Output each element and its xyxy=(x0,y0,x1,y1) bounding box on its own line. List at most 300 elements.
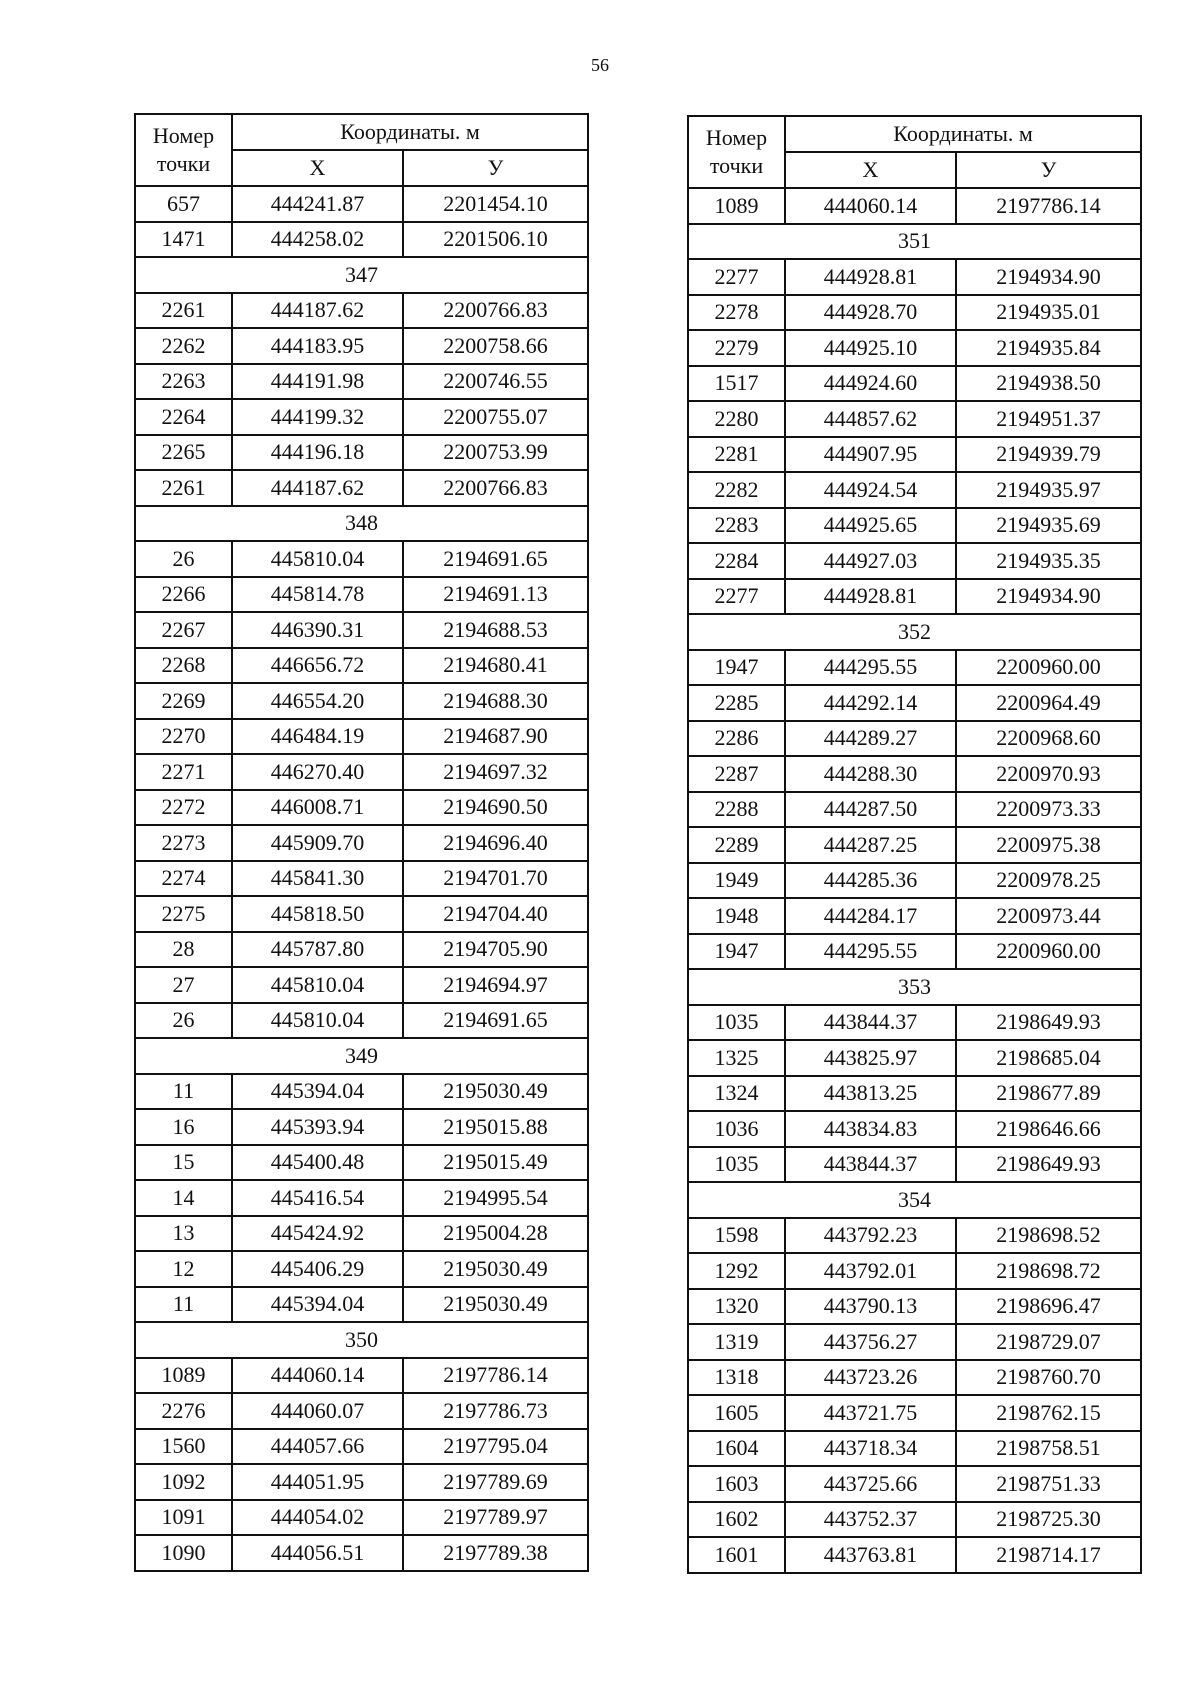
table-row xyxy=(688,1289,1141,1325)
y-coordinate-cell: 2200964.49 xyxy=(956,685,1141,721)
table-row xyxy=(135,577,588,613)
table-row xyxy=(688,756,1141,792)
y-coordinate-cell: 2198698.52 xyxy=(956,1218,1141,1254)
table-row xyxy=(688,188,1141,224)
point-number-cell: 26 xyxy=(135,541,232,577)
table-row xyxy=(688,1218,1141,1254)
point-header-line2: точки xyxy=(156,151,211,176)
y-coordinate-cell: 2197786.14 xyxy=(956,188,1141,224)
table-row xyxy=(688,1395,1141,1431)
point-number-cell: 1947 xyxy=(688,650,785,686)
x-coordinate-cell: 444928.70 xyxy=(785,295,956,331)
y-coordinate-cell: 2198649.93 xyxy=(956,1005,1141,1041)
y-coordinate-cell: 2197786.14 xyxy=(403,1358,588,1394)
table-row xyxy=(135,861,588,897)
table-row xyxy=(135,1216,588,1252)
y-coordinate-cell: 2198758.51 xyxy=(956,1431,1141,1467)
x-coordinate-cell: 443834.83 xyxy=(785,1111,956,1147)
x-coordinate-cell: 444295.55 xyxy=(785,934,956,970)
x-coordinate-cell: 444284.17 xyxy=(785,898,956,934)
section-row xyxy=(688,1182,1141,1218)
table-row xyxy=(688,1431,1141,1467)
point-number-cell: 1948 xyxy=(688,898,785,934)
section-row xyxy=(688,224,1141,260)
y-coordinate-cell: 2194701.70 xyxy=(403,861,588,897)
x-coordinate-cell: 445394.04 xyxy=(232,1074,403,1110)
y-coordinate-cell: 2195004.28 xyxy=(403,1216,588,1252)
x-coordinate-cell: 445814.78 xyxy=(232,577,403,613)
y-coordinate-cell: 2194935.69 xyxy=(956,508,1141,544)
y-coordinate-cell: 2197786.73 xyxy=(403,1393,588,1429)
x-coordinate-cell: 443723.26 xyxy=(785,1360,956,1396)
table-row xyxy=(688,1360,1141,1396)
table-row xyxy=(688,1005,1141,1041)
point-number-cell: 2275 xyxy=(135,896,232,932)
x-coordinate-cell: 445810.04 xyxy=(232,1003,403,1039)
table-row xyxy=(135,1393,588,1429)
point-number-cell: 2286 xyxy=(688,721,785,757)
y-coordinate-cell: 2194694.97 xyxy=(403,967,588,1003)
point-number-cell: 657 xyxy=(135,186,232,222)
y-coordinate-cell: 2194697.32 xyxy=(403,754,588,790)
table-row xyxy=(688,1111,1141,1147)
table-row xyxy=(688,1253,1141,1289)
y-coordinate-cell: 2195030.49 xyxy=(403,1287,588,1323)
x-coordinate-cell: 445393.94 xyxy=(232,1109,403,1145)
y-coordinate-cell: 2200758.66 xyxy=(403,328,588,364)
x-coordinate-cell: 445406.29 xyxy=(232,1251,403,1287)
point-number-cell: 2284 xyxy=(688,543,785,579)
x-coordinate-cell: 444288.30 xyxy=(785,756,956,792)
x-coordinate-cell: 444057.66 xyxy=(232,1429,403,1465)
x-coordinate-cell: 443792.23 xyxy=(785,1218,956,1254)
y-coordinate-cell: 2200766.83 xyxy=(403,293,588,329)
x-header: Х xyxy=(785,152,956,188)
y-coordinate-cell: 2200746.55 xyxy=(403,364,588,400)
section-number: 350 xyxy=(135,1322,588,1358)
x-coordinate-cell: 445394.04 xyxy=(232,1287,403,1323)
x-coordinate-cell: 446484.19 xyxy=(232,719,403,755)
table-row xyxy=(688,437,1141,473)
x-coordinate-cell: 445810.04 xyxy=(232,967,403,1003)
table-row xyxy=(688,1537,1141,1573)
y-coordinate-cell: 2198696.47 xyxy=(956,1289,1141,1325)
x-coordinate-cell: 443844.37 xyxy=(785,1005,956,1041)
table-row xyxy=(688,543,1141,579)
y-coordinate-cell: 2194687.90 xyxy=(403,719,588,755)
coordinates-table-left xyxy=(134,113,589,1572)
y-coordinate-cell: 2194704.40 xyxy=(403,896,588,932)
x-coordinate-cell: 445416.54 xyxy=(232,1180,403,1216)
point-number-cell: 1090 xyxy=(135,1535,232,1571)
point-number-cell: 1035 xyxy=(688,1147,785,1183)
point-number-cell: 2289 xyxy=(688,827,785,863)
y-coordinate-cell: 2201454.10 xyxy=(403,186,588,222)
table-row xyxy=(688,1466,1141,1502)
table-row xyxy=(688,650,1141,686)
y-coordinate-cell: 2198677.89 xyxy=(956,1076,1141,1112)
y-coordinate-cell: 2194935.97 xyxy=(956,472,1141,508)
y-coordinate-cell: 2198685.04 xyxy=(956,1040,1141,1076)
point-number-cell: 2261 xyxy=(135,293,232,329)
table-row xyxy=(688,508,1141,544)
x-header: Х xyxy=(232,150,403,186)
point-number-cell: 2265 xyxy=(135,435,232,471)
table-row xyxy=(135,896,588,932)
y-coordinate-cell: 2198725.30 xyxy=(956,1502,1141,1538)
y-coordinate-cell: 2194939.79 xyxy=(956,437,1141,473)
table-row xyxy=(135,293,588,329)
x-coordinate-cell: 444056.51 xyxy=(232,1535,403,1571)
x-coordinate-cell: 443721.75 xyxy=(785,1395,956,1431)
point-number-cell: 1598 xyxy=(688,1218,785,1254)
point-number-cell: 1036 xyxy=(688,1111,785,1147)
y-coordinate-cell: 2198751.33 xyxy=(956,1466,1141,1502)
x-coordinate-cell: 443792.01 xyxy=(785,1253,956,1289)
table-row xyxy=(135,222,588,258)
x-coordinate-cell: 443752.37 xyxy=(785,1502,956,1538)
table-row xyxy=(688,1502,1141,1538)
section-number: 348 xyxy=(135,506,588,542)
x-coordinate-cell: 444925.10 xyxy=(785,330,956,366)
table-row xyxy=(135,1500,588,1536)
point-number-cell: 12 xyxy=(135,1251,232,1287)
point-number-cell: 1601 xyxy=(688,1537,785,1573)
point-number-cell: 2274 xyxy=(135,861,232,897)
point-number-cell: 2263 xyxy=(135,364,232,400)
x-coordinate-cell: 444060.07 xyxy=(232,1393,403,1429)
x-coordinate-cell: 443756.27 xyxy=(785,1324,956,1360)
point-number-cell: 1325 xyxy=(688,1040,785,1076)
x-coordinate-cell: 444196.18 xyxy=(232,435,403,471)
section-number: 349 xyxy=(135,1038,588,1074)
coordinates-table-right xyxy=(687,115,1142,1574)
point-number-cell: 1604 xyxy=(688,1431,785,1467)
table-row xyxy=(688,472,1141,508)
table-row xyxy=(688,898,1141,934)
table-row xyxy=(688,1040,1141,1076)
point-number-cell: 14 xyxy=(135,1180,232,1216)
point-number-cell: 2270 xyxy=(135,719,232,755)
y-coordinate-cell: 2195030.49 xyxy=(403,1251,588,1287)
point-number-cell: 2278 xyxy=(688,295,785,331)
y-coordinate-cell: 2194690.50 xyxy=(403,790,588,826)
table-row xyxy=(688,1147,1141,1183)
x-coordinate-cell: 443725.66 xyxy=(785,1466,956,1502)
point-number-cell: 2266 xyxy=(135,577,232,613)
point-number-cell: 13 xyxy=(135,1216,232,1252)
point-number-cell: 28 xyxy=(135,932,232,968)
x-coordinate-cell: 446390.31 xyxy=(232,612,403,648)
x-coordinate-cell: 444285.36 xyxy=(785,863,956,899)
table-row xyxy=(688,259,1141,295)
x-coordinate-cell: 444054.02 xyxy=(232,1500,403,1536)
y-coordinate-cell: 2200970.93 xyxy=(956,756,1141,792)
x-coordinate-cell: 444183.95 xyxy=(232,328,403,364)
x-coordinate-cell: 444060.14 xyxy=(785,188,956,224)
table-body xyxy=(135,186,588,1571)
point-number-cell: 1092 xyxy=(135,1464,232,1500)
table-row xyxy=(135,399,588,435)
y-coordinate-cell: 2194705.90 xyxy=(403,932,588,968)
point-number-cell: 1560 xyxy=(135,1429,232,1465)
y-coordinate-cell: 2197789.38 xyxy=(403,1535,588,1571)
table-row xyxy=(135,825,588,861)
table-row xyxy=(135,435,588,471)
section-row xyxy=(688,969,1141,1005)
x-coordinate-cell: 443763.81 xyxy=(785,1537,956,1573)
point-number-cell: 2285 xyxy=(688,685,785,721)
point-number-cell: 1602 xyxy=(688,1502,785,1538)
table-row xyxy=(135,1145,588,1181)
table-row xyxy=(135,1109,588,1145)
point-header-line2: точки xyxy=(709,153,764,178)
x-coordinate-cell: 444292.14 xyxy=(785,685,956,721)
point-number-cell: 2277 xyxy=(688,259,785,295)
section-row xyxy=(688,614,1141,650)
point-header-line1: Номер xyxy=(152,123,215,148)
x-coordinate-cell: 444928.81 xyxy=(785,579,956,615)
x-coordinate-cell: 444187.62 xyxy=(232,470,403,506)
point-number-cell: 2262 xyxy=(135,328,232,364)
x-coordinate-cell: 444258.02 xyxy=(232,222,403,258)
point-number-cell: 1471 xyxy=(135,222,232,258)
point-number-cell: 15 xyxy=(135,1145,232,1181)
table-row xyxy=(135,648,588,684)
section-row xyxy=(135,1322,588,1358)
table-row xyxy=(135,328,588,364)
point-number-cell: 2281 xyxy=(688,437,785,473)
x-coordinate-cell: 444191.98 xyxy=(232,364,403,400)
table-row xyxy=(688,295,1141,331)
x-coordinate-cell: 445810.04 xyxy=(232,541,403,577)
y-coordinate-cell: 2198646.66 xyxy=(956,1111,1141,1147)
y-coordinate-cell: 2200978.25 xyxy=(956,863,1141,899)
table-row xyxy=(135,541,588,577)
point-number-cell: 1320 xyxy=(688,1289,785,1325)
y-coordinate-cell: 2194938.50 xyxy=(956,366,1141,402)
x-coordinate-cell: 446270.40 xyxy=(232,754,403,790)
table-row xyxy=(135,186,588,222)
point-number-cell: 2279 xyxy=(688,330,785,366)
point-number-cell: 1089 xyxy=(688,188,785,224)
y-coordinate-cell: 2194995.54 xyxy=(403,1180,588,1216)
x-coordinate-cell: 445909.70 xyxy=(232,825,403,861)
table-row xyxy=(135,754,588,790)
point-number-cell: 26 xyxy=(135,1003,232,1039)
table-row xyxy=(135,1074,588,1110)
table-row xyxy=(688,579,1141,615)
point-number-cell: 2280 xyxy=(688,401,785,437)
x-coordinate-cell: 446008.71 xyxy=(232,790,403,826)
point-number-cell: 1091 xyxy=(135,1500,232,1536)
table-row xyxy=(135,1180,588,1216)
point-number-cell: 2277 xyxy=(688,579,785,615)
point-number-cell: 1947 xyxy=(688,934,785,970)
table-body xyxy=(688,188,1141,1573)
y-coordinate-cell: 2194935.01 xyxy=(956,295,1141,331)
point-number-cell: 1292 xyxy=(688,1253,785,1289)
table-row xyxy=(135,1464,588,1500)
point-number-cell: 11 xyxy=(135,1074,232,1110)
y-coordinate-cell: 2201506.10 xyxy=(403,222,588,258)
x-coordinate-cell: 444051.95 xyxy=(232,1464,403,1500)
point-number-cell: 11 xyxy=(135,1287,232,1323)
y-coordinate-cell: 2200753.99 xyxy=(403,435,588,471)
y-coordinate-cell: 2198714.17 xyxy=(956,1537,1141,1573)
point-number-cell: 2283 xyxy=(688,508,785,544)
table-row xyxy=(688,401,1141,437)
table-row xyxy=(135,790,588,826)
point-number-cell: 1324 xyxy=(688,1076,785,1112)
point-number-cell: 2269 xyxy=(135,683,232,719)
x-coordinate-cell: 443790.13 xyxy=(785,1289,956,1325)
section-number: 351 xyxy=(688,224,1141,260)
section-number: 352 xyxy=(688,614,1141,650)
y-coordinate-cell: 2194688.30 xyxy=(403,683,588,719)
table-row xyxy=(688,1324,1141,1360)
point-number-cell: 2287 xyxy=(688,756,785,792)
y-coordinate-cell: 2194680.41 xyxy=(403,648,588,684)
point-number-cell: 2271 xyxy=(135,754,232,790)
y-coordinate-cell: 2194934.90 xyxy=(956,259,1141,295)
y-coordinate-cell: 2194951.37 xyxy=(956,401,1141,437)
y-coordinate-cell: 2195015.88 xyxy=(403,1109,588,1145)
y-coordinate-cell: 2198649.93 xyxy=(956,1147,1141,1183)
point-number-cell: 2268 xyxy=(135,648,232,684)
x-coordinate-cell: 444287.25 xyxy=(785,827,956,863)
coordinates-header: Координаты. м xyxy=(785,116,1141,152)
point-number-header xyxy=(688,116,785,188)
point-number-cell: 1517 xyxy=(688,366,785,402)
y-coordinate-cell: 2194688.53 xyxy=(403,612,588,648)
y-coordinate-cell: 2194691.65 xyxy=(403,541,588,577)
table-row xyxy=(135,719,588,755)
table-row xyxy=(135,364,588,400)
point-number-cell: 1035 xyxy=(688,1005,785,1041)
x-coordinate-cell: 444927.03 xyxy=(785,543,956,579)
y-coordinate-cell: 2194696.40 xyxy=(403,825,588,861)
section-row xyxy=(135,257,588,293)
section-row xyxy=(135,506,588,542)
point-number-cell: 27 xyxy=(135,967,232,1003)
y-coordinate-cell: 2200973.33 xyxy=(956,792,1141,828)
x-coordinate-cell: 443844.37 xyxy=(785,1147,956,1183)
y-coordinate-cell: 2200960.00 xyxy=(956,650,1141,686)
x-coordinate-cell: 444924.60 xyxy=(785,366,956,402)
point-number-cell: 1949 xyxy=(688,863,785,899)
x-coordinate-cell: 444287.50 xyxy=(785,792,956,828)
y-coordinate-cell: 2194691.13 xyxy=(403,577,588,613)
y-coordinate-cell: 2195030.49 xyxy=(403,1074,588,1110)
table-row xyxy=(135,1003,588,1039)
table-row xyxy=(135,683,588,719)
x-coordinate-cell: 443718.34 xyxy=(785,1431,956,1467)
point-number-cell: 1603 xyxy=(688,1466,785,1502)
table-row xyxy=(135,1251,588,1287)
point-number-cell: 1319 xyxy=(688,1324,785,1360)
y-coordinate-cell: 2200755.07 xyxy=(403,399,588,435)
table-row xyxy=(135,932,588,968)
y-coordinate-cell: 2200960.00 xyxy=(956,934,1141,970)
x-coordinate-cell: 444857.62 xyxy=(785,401,956,437)
point-number-header xyxy=(135,114,232,186)
y-header: У xyxy=(956,152,1141,188)
x-coordinate-cell: 446554.20 xyxy=(232,683,403,719)
section-row xyxy=(135,1038,588,1074)
table-row xyxy=(135,612,588,648)
y-coordinate-cell: 2198729.07 xyxy=(956,1324,1141,1360)
x-coordinate-cell: 445787.80 xyxy=(232,932,403,968)
table-row xyxy=(688,863,1141,899)
y-coordinate-cell: 2200973.44 xyxy=(956,898,1141,934)
point-number-cell: 2264 xyxy=(135,399,232,435)
table-row xyxy=(688,330,1141,366)
y-coordinate-cell: 2194934.90 xyxy=(956,579,1141,615)
y-coordinate-cell: 2195015.49 xyxy=(403,1145,588,1181)
point-number-cell: 16 xyxy=(135,1109,232,1145)
y-coordinate-cell: 2197789.69 xyxy=(403,1464,588,1500)
y-coordinate-cell: 2198760.70 xyxy=(956,1360,1141,1396)
x-coordinate-cell: 443813.25 xyxy=(785,1076,956,1112)
x-coordinate-cell: 444928.81 xyxy=(785,259,956,295)
x-coordinate-cell: 445841.30 xyxy=(232,861,403,897)
y-coordinate-cell: 2200968.60 xyxy=(956,721,1141,757)
y-header: У xyxy=(403,150,588,186)
point-number-cell: 2272 xyxy=(135,790,232,826)
coordinates-header: Координаты. м xyxy=(232,114,588,150)
x-coordinate-cell: 443825.97 xyxy=(785,1040,956,1076)
section-number: 347 xyxy=(135,257,588,293)
point-number-cell: 2282 xyxy=(688,472,785,508)
y-coordinate-cell: 2197789.97 xyxy=(403,1500,588,1536)
x-coordinate-cell: 444295.55 xyxy=(785,650,956,686)
table-row xyxy=(688,366,1141,402)
x-coordinate-cell: 444289.27 xyxy=(785,721,956,757)
page-number: 56 xyxy=(591,55,609,75)
point-header-line1: Номер xyxy=(705,125,768,150)
section-number: 353 xyxy=(688,969,1141,1005)
y-coordinate-cell: 2194935.84 xyxy=(956,330,1141,366)
y-coordinate-cell: 2200975.38 xyxy=(956,827,1141,863)
x-coordinate-cell: 444241.87 xyxy=(232,186,403,222)
point-number-cell: 2276 xyxy=(135,1393,232,1429)
x-coordinate-cell: 444925.65 xyxy=(785,508,956,544)
table-row xyxy=(688,792,1141,828)
table-row xyxy=(135,1535,588,1571)
x-coordinate-cell: 444187.62 xyxy=(232,293,403,329)
table-row xyxy=(135,1358,588,1394)
y-coordinate-cell: 2198698.72 xyxy=(956,1253,1141,1289)
table-row xyxy=(688,827,1141,863)
point-number-cell: 1605 xyxy=(688,1395,785,1431)
y-coordinate-cell: 2194691.65 xyxy=(403,1003,588,1039)
table-row xyxy=(135,1429,588,1465)
x-coordinate-cell: 445818.50 xyxy=(232,896,403,932)
x-coordinate-cell: 445400.48 xyxy=(232,1145,403,1181)
x-coordinate-cell: 444924.54 xyxy=(785,472,956,508)
point-number-cell: 2288 xyxy=(688,792,785,828)
table-row xyxy=(135,967,588,1003)
point-number-cell: 1318 xyxy=(688,1360,785,1396)
section-number: 354 xyxy=(688,1182,1141,1218)
point-number-cell: 2261 xyxy=(135,470,232,506)
point-number-cell: 2273 xyxy=(135,825,232,861)
y-coordinate-cell: 2197795.04 xyxy=(403,1429,588,1465)
x-coordinate-cell: 444907.95 xyxy=(785,437,956,473)
x-coordinate-cell: 444199.32 xyxy=(232,399,403,435)
x-coordinate-cell: 446656.72 xyxy=(232,648,403,684)
